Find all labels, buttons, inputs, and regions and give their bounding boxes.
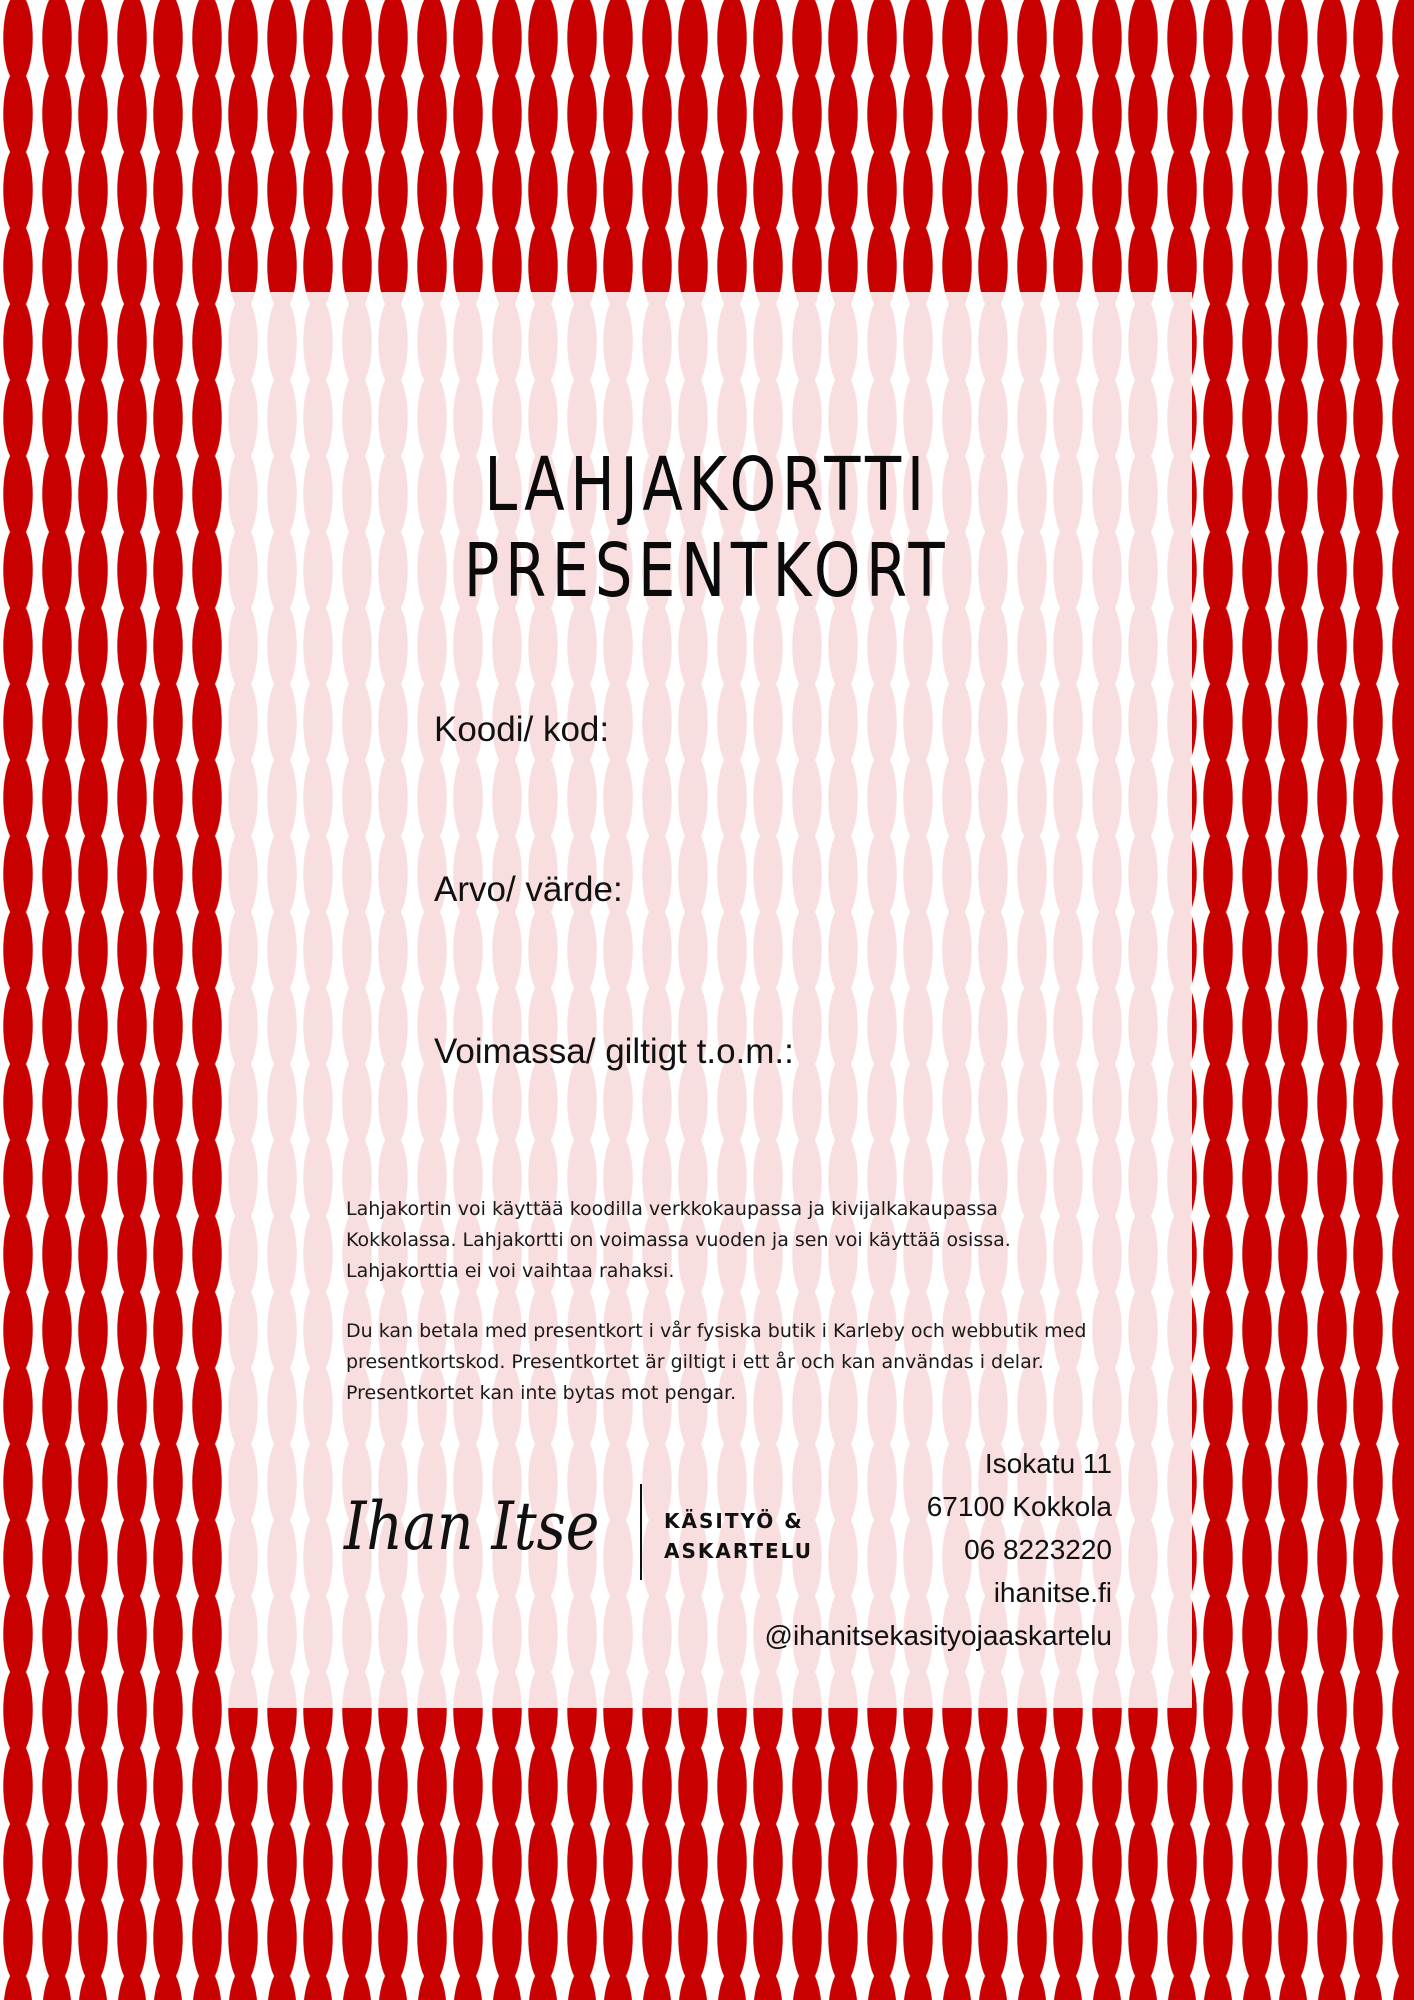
contact-website: ihanitse.fi: [993, 1577, 1112, 1608]
value-label: Arvo/ värde:: [434, 870, 623, 909]
contact-info: [765, 1442, 1112, 1657]
code-label: Koodi/ kod:: [434, 710, 610, 749]
logo-tagline-line2: ASKARTELU: [664, 1539, 813, 1563]
title-swedish: PRESENTKORT: [463, 528, 951, 614]
valid-until-label: Voimassa/ giltigt t.o.m.:: [434, 1032, 794, 1071]
title-finnish: LAHJAKORTTI: [484, 442, 930, 528]
contact-phone: 06 8223220: [964, 1534, 1112, 1565]
info-text-finnish: Lahjakortin voi käyttää koodilla verkkokaupassa ja kivijalkakaupassa Kokkolassa. Lahjakortti on voimassa vuoden ja sen voi käyttää osissa. Lahjakorttia ei voi vaihtaa rahaksi.: [346, 1198, 1011, 1282]
page-title: [319, 442, 1095, 614]
contact-street: Isokatu 11: [984, 1448, 1112, 1479]
logo-divider: [640, 1484, 642, 1580]
gift-card-panel: [222, 292, 1192, 1708]
info-text-swedish: Du kan betala med presentkort i vår fysiska butik i Karleby och webbutik med presentkortskod. Presentkortet är giltigt i ett år och kan användas i delar. Presentkortet kan inte bytas mot pengar.: [346, 1320, 1087, 1404]
logo-wordmark: Ihan Itse: [344, 1488, 600, 1565]
contact-city: 67100 Kokkola: [926, 1491, 1112, 1522]
contact-social: @ihanitsekasityojaaskartelu: [764, 1620, 1112, 1651]
logo-tagline-line1: KÄSITYÖ &: [664, 1509, 804, 1533]
